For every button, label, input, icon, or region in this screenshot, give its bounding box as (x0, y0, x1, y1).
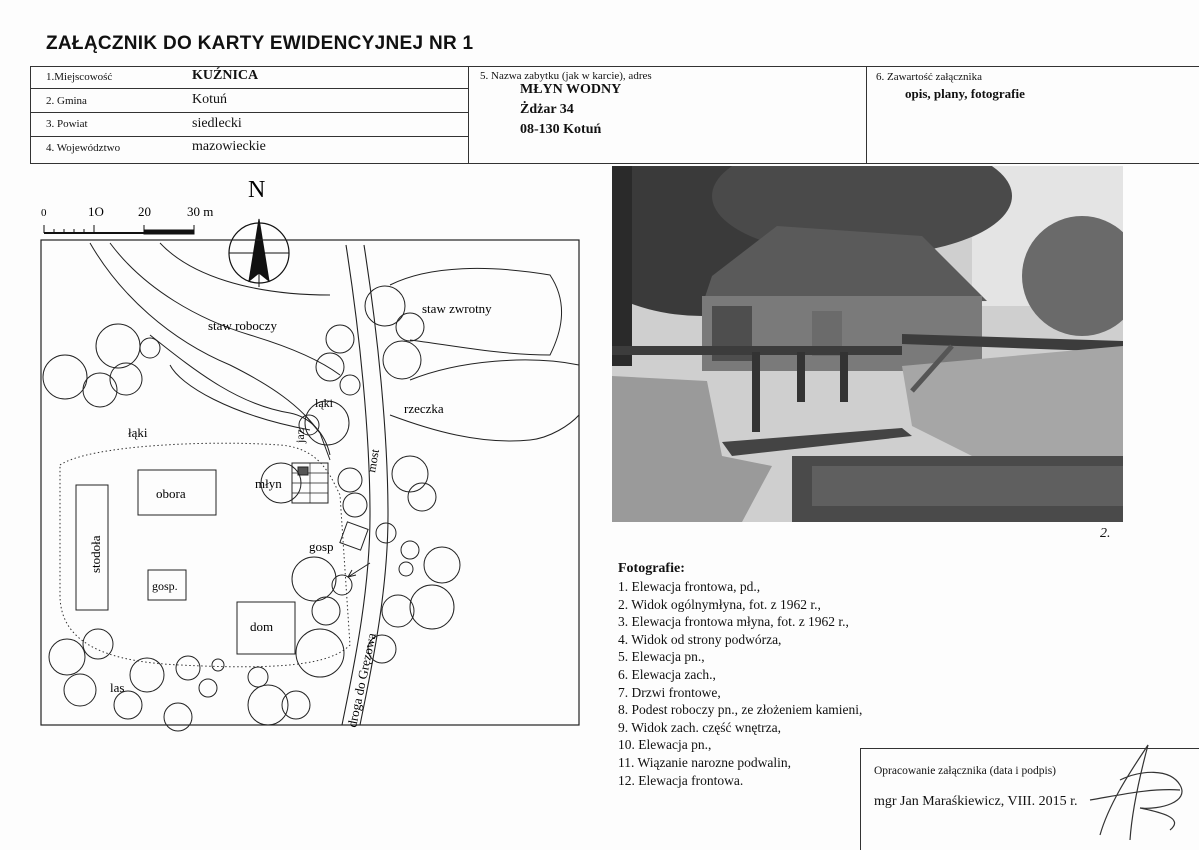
scale-label-30: 30 m (187, 204, 214, 219)
signature-author: mgr Jan Maraśkiewicz, VIII. 2015 r. (874, 794, 1078, 809)
label-laki-left: łąki (128, 425, 148, 440)
commune-value: Kotuń (192, 92, 227, 107)
list-item: 7. Drzwi frontowe, (618, 684, 721, 700)
district-value: siedlecki (192, 116, 242, 131)
contents-label: 6. Zawartość załącznika (876, 71, 982, 83)
handwritten-signature (1080, 740, 1195, 845)
photos-list-title: Fotografie: (618, 561, 685, 576)
monument-label: 5. Nazwa zabytku (jak w karcie), adres (480, 70, 652, 82)
page-title: ZAŁĄCZNIK DO KARTY EWIDENCYJNEJ NR 1 (46, 33, 474, 54)
address-line2: 08-130 Kotuń (520, 122, 602, 137)
voivodeship-label: 4. Województwo (46, 142, 121, 154)
list-item: 3. Elewacja frontowa młyna, fot. z 1962 r., (618, 614, 849, 630)
label-laki-top: łąki (315, 396, 333, 410)
label-mlyn: młyn (255, 476, 282, 491)
list-item: 2. Widok ogólnymłyna, fot. z 1962 r., (618, 596, 821, 612)
scale-label-20: 20 (138, 204, 151, 219)
label-las: las (110, 680, 125, 695)
label-gosp-left: gosp. (152, 579, 178, 593)
label-obora: obora (156, 486, 186, 501)
label-most: most (364, 448, 383, 474)
north-label: N (248, 177, 266, 203)
list-item: 10. Elewacja pn., (618, 737, 712, 753)
photos-list (618, 578, 862, 789)
north-arrow-icon (229, 219, 289, 287)
list-item: 1. Elewacja frontowa, pd., (618, 579, 761, 594)
scale-bar (44, 225, 194, 234)
commune-label: 2. Gmina (46, 95, 87, 107)
scale-label-0: 0 (41, 207, 47, 219)
voivodeship-value: mazowieckie (192, 139, 266, 154)
trees (43, 286, 460, 731)
list-item: 5. Elewacja pn., (618, 649, 705, 665)
list-item: 6. Elewacja zach., (618, 666, 716, 682)
building-gosp-right (340, 522, 368, 550)
list-item: 4. Widok od strony podwórza, (618, 631, 782, 647)
label-gosp-right: gosp (309, 539, 334, 554)
district-label: 3. Powiat (46, 118, 88, 130)
scale-label-10: 1O (88, 204, 104, 219)
photo-plate-number: 2. (1100, 526, 1111, 541)
list-item: 8. Podest roboczy pn., ze złożeniem kamieni, (618, 702, 863, 718)
list-item: 11. Wiązanie narozne podwalin, (618, 754, 792, 770)
building-mlyn (292, 463, 328, 503)
label-droga: droga do Gręzowa (344, 631, 379, 729)
address-line1: Żdżar 34 (520, 102, 574, 117)
label-jaz: jaz (293, 429, 307, 443)
list-item: 9. Widok zach. część wnętrza, (618, 719, 782, 735)
list-item: 12. Elewacja frontowa. (618, 772, 744, 788)
label-rzeczka: rzeczka (404, 401, 444, 416)
label-staw-zwrotny: staw zwrotny (422, 301, 492, 316)
label-dom: dom (250, 619, 274, 634)
locality-label: 1.Miejscowość (46, 71, 113, 83)
locality-value: KUŹNICA (192, 68, 259, 83)
site-plan-map (30, 175, 605, 755)
monument-name: MŁYN WODNY (520, 82, 622, 97)
mill-photograph (612, 166, 1123, 522)
label-staw-roboczy: staw roboczy (208, 318, 277, 333)
contents-value: opis, plany, fotografie (905, 86, 1025, 101)
label-stodola: stodoła (88, 535, 103, 573)
signature-label: Opracowanie załącznika (data i podpis) (874, 765, 1056, 777)
